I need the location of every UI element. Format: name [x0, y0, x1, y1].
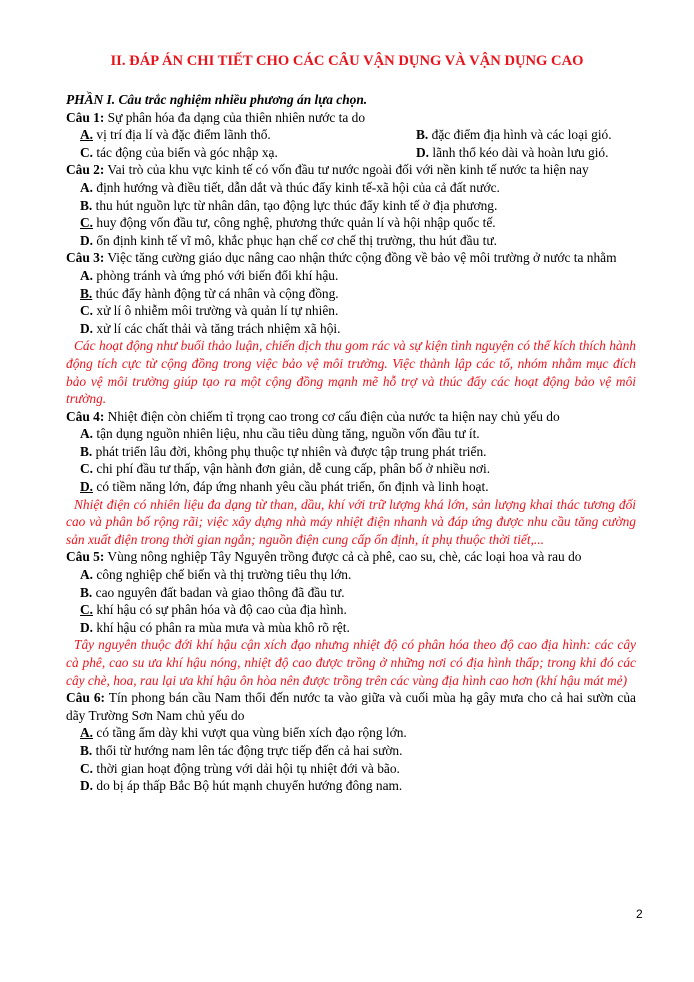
option-d — [416, 144, 608, 162]
option-letter: A. — [80, 179, 94, 195]
option-letter: B. — [80, 742, 93, 758]
option-letter: D. — [80, 778, 94, 794]
option-c — [66, 460, 636, 478]
option-text: lãnh thổ kéo dài và hoàn lưu gió. — [429, 144, 609, 160]
option-letter: B. — [80, 584, 93, 600]
question-4 — [66, 408, 636, 426]
option-a — [66, 179, 636, 197]
option-text: tác động của biển và góc nhập xạ. — [93, 144, 278, 160]
option-text: thu hút nguồn lực từ nhân dân, tạo động lực thúc đẩy kinh tế ở địa phương. — [92, 197, 498, 213]
option-letter: B. — [416, 127, 429, 143]
option-text: thúc đẩy hành động từ cá nhân và cộng đồng. — [92, 285, 339, 301]
option-text: định hướng và điều tiết, dẫn dắt và thúc đẩy kinh tế-xã hội của cả đất nước. — [93, 179, 500, 195]
question-label: Câu 2: — [66, 162, 105, 178]
option-a — [66, 267, 636, 285]
option-c — [66, 601, 636, 619]
question-5 — [66, 548, 636, 566]
option-letter: B. — [80, 285, 93, 301]
option-text: phát triển lâu đời, không phụ thuộc tự nhiên và được tập trung phát triển. — [92, 443, 487, 459]
option-c — [66, 302, 636, 320]
option-letter: D. — [416, 144, 430, 160]
option-text: khí hậu có sự phân hóa và độ cao của địa hình. — [93, 602, 347, 618]
options-row — [66, 144, 636, 162]
option-c — [66, 760, 636, 778]
option-text: xử lí ô nhiễm môi trường và quản lí tự nhiên. — [93, 303, 339, 319]
question-text: Vai trò của khu vực kinh tế có vốn đầu tư nước ngoài đối với nền kinh tế nước ta hiện nay — [104, 162, 589, 178]
option-b — [66, 197, 636, 215]
option-letter: D. — [80, 232, 94, 248]
question-text: Việc tăng cường giáo dục nâng cao nhận thức cộng đồng về bảo vệ môi trường ở nước ta nhằm — [104, 250, 617, 266]
option-a — [66, 724, 636, 742]
option-letter: B. — [80, 197, 93, 213]
question-label: Câu 6: — [66, 690, 105, 706]
option-letter: D. — [80, 619, 94, 635]
option-letter: A. — [80, 127, 94, 143]
option-b — [66, 443, 636, 461]
option-letter: A. — [80, 567, 94, 583]
option-text: huy động vốn đầu tư, công nghệ, phương thức quản lí và hội nhập quốc tế. — [93, 215, 496, 231]
option-letter: D. — [80, 320, 94, 336]
option-text: công nghiệp chế biến và thị trường tiêu thụ lớn. — [93, 567, 352, 583]
content — [66, 91, 636, 795]
section-title: II. ĐÁP ÁN CHI TIẾT CHO CÁC CÂU VẬN DỤNG VÀ VẬN DỤNG CAO — [110, 53, 584, 69]
option-letter: C. — [80, 215, 94, 231]
option-letter: C. — [80, 144, 94, 160]
option-c — [66, 214, 636, 232]
option-letter: C. — [80, 461, 94, 477]
option-text: xử lí các chất thải và tăng trách nhiệm xã hội. — [93, 320, 341, 336]
option-text: khí hậu có phân ra mùa mưa và mùa khô rõ rệt. — [93, 619, 350, 635]
question-2 — [66, 161, 636, 179]
question-text: Sự phân hóa đa dạng của thiên nhiên nước ta do — [104, 109, 366, 125]
question-6 — [66, 689, 636, 724]
option-text: thời gian hoạt động trùng với dải hội tụ nhiệt đới và bão. — [93, 760, 400, 776]
part-heading: PHẦN I. Câu trắc nghiệm nhiều phương án lựa chọn. — [66, 92, 368, 107]
question-1 — [66, 109, 636, 127]
question-label: Câu 4: — [66, 408, 105, 424]
option-b — [66, 742, 636, 760]
option-a — [80, 126, 416, 144]
option-a — [66, 566, 636, 584]
question-3 — [66, 249, 636, 267]
option-d — [66, 320, 636, 338]
explanation-3: Các hoạt động như buổi thảo luận, chiến dịch thu gom rác và sự kiện tình nguyện có thể kích thích hành động tích cực từ cộng đồng trong việc bảo vệ môi trường. Việc thành lập các tổ, nhóm nhằm mục đích bảo vệ môi trường giúp tạo ra một cộng đồng mạnh mẽ hỗ trợ và thúc đẩy các hoạt động bảo vệ môi trường. — [66, 338, 636, 407]
option-a — [66, 425, 636, 443]
option-text: cao nguyên đất badan và giao thông đã đầu tư. — [92, 584, 345, 600]
explanation-4: Nhiệt điện có nhiên liệu đa dạng từ than, dầu, khí với trữ lượng khá lớn, sản lượng khai thác tương đối cao và phân bố rộng rãi; việc xây dựng nhà máy nhiệt điện nhanh và đáp ứng được nhu cầu tăng cường sản xuất điện trong thời gian ngắn; nguồn điện cung cấp ổn định, ít phụ thuộc thời tiết,... — [66, 496, 636, 547]
option-text: ổn định kinh tế vĩ mô, khắc phục hạn chế cơ chế thị trường, thu hút đầu tư. — [93, 232, 497, 248]
question-label: Câu 5: — [66, 549, 105, 565]
option-text: có tiềm năng lớn, đáp ứng nhanh yêu cầu phát triển, ổn định và linh hoạt. — [93, 479, 489, 495]
option-letter: D. — [80, 479, 94, 495]
option-letter: A. — [80, 426, 94, 442]
option-text: có tầng ẩm dày khi vượt qua vùng biển xích đạo rộng lớn. — [93, 725, 407, 741]
option-letter: C. — [80, 303, 94, 319]
option-letter: B. — [80, 443, 93, 459]
option-text: phòng tránh và ứng phó với biến đổi khí hậu. — [93, 267, 339, 283]
question-label: Câu 3: — [66, 250, 105, 266]
option-b — [416, 126, 612, 144]
page-number: 2 — [636, 907, 643, 921]
option-letter: C. — [80, 602, 94, 618]
explanation-5: Tây nguyên thuộc đới khí hậu cận xích đạo nhưng nhiệt độ có phân hóa theo độ cao địa hình: các cây cà phê, cao su ưa khí hậu nóng, nhiệt độ cao được trồng ở những nơi có địa hình thấp; trong khi đó các cây chè, hoa, rau lại ưa khí hậu ôn hòa nên được trồng trên các vùng địa hình cao hơn (khí hậu mát mẻ) — [66, 637, 636, 688]
question-text: Tín phong bán cầu Nam thổi đến nước ta vào giữa và cuối mùa hạ gây mưa cho cả hai sườn của dãy Trường Sơn Nam chủ yếu do — [66, 690, 636, 723]
option-d — [66, 619, 636, 637]
option-b — [66, 584, 636, 602]
option-letter: A. — [80, 725, 94, 741]
question-text: Vùng nông nghiệp Tây Nguyên trồng được cả cà phê, cao su, chè, các loại hoa và rau do — [104, 549, 582, 565]
option-c — [80, 144, 416, 162]
option-d — [66, 478, 636, 496]
option-text: chi phí đầu tư thấp, vận hành đơn giản, dễ cung cấp, phân bố ở nhiều nơi. — [93, 461, 491, 477]
option-text: thổi từ hướng nam lên tác động trực tiếp đến cả hai sườn. — [92, 742, 403, 758]
option-b — [66, 285, 636, 303]
option-d — [66, 232, 636, 250]
option-letter: C. — [80, 760, 94, 776]
option-letter: A. — [80, 267, 94, 283]
option-text: đặc điểm địa hình và các loại gió. — [428, 127, 612, 143]
option-text: tận dụng nguồn nhiên liệu, nhu cầu tiêu dùng tăng, nguồn vốn đầu tư ít. — [93, 426, 480, 442]
question-text: Nhiệt điện còn chiếm tỉ trọng cao trong cơ cấu điện của nước ta hiện nay chủ yếu do — [104, 408, 560, 424]
options-row — [66, 126, 636, 144]
option-text: vị trí địa lí và đặc điểm lãnh thổ. — [93, 127, 271, 143]
option-text: do bị áp thấp Bắc Bộ hút mạnh chuyển hướng đông nam. — [93, 778, 403, 794]
question-label: Câu 1: — [66, 109, 105, 125]
option-d — [66, 777, 636, 795]
